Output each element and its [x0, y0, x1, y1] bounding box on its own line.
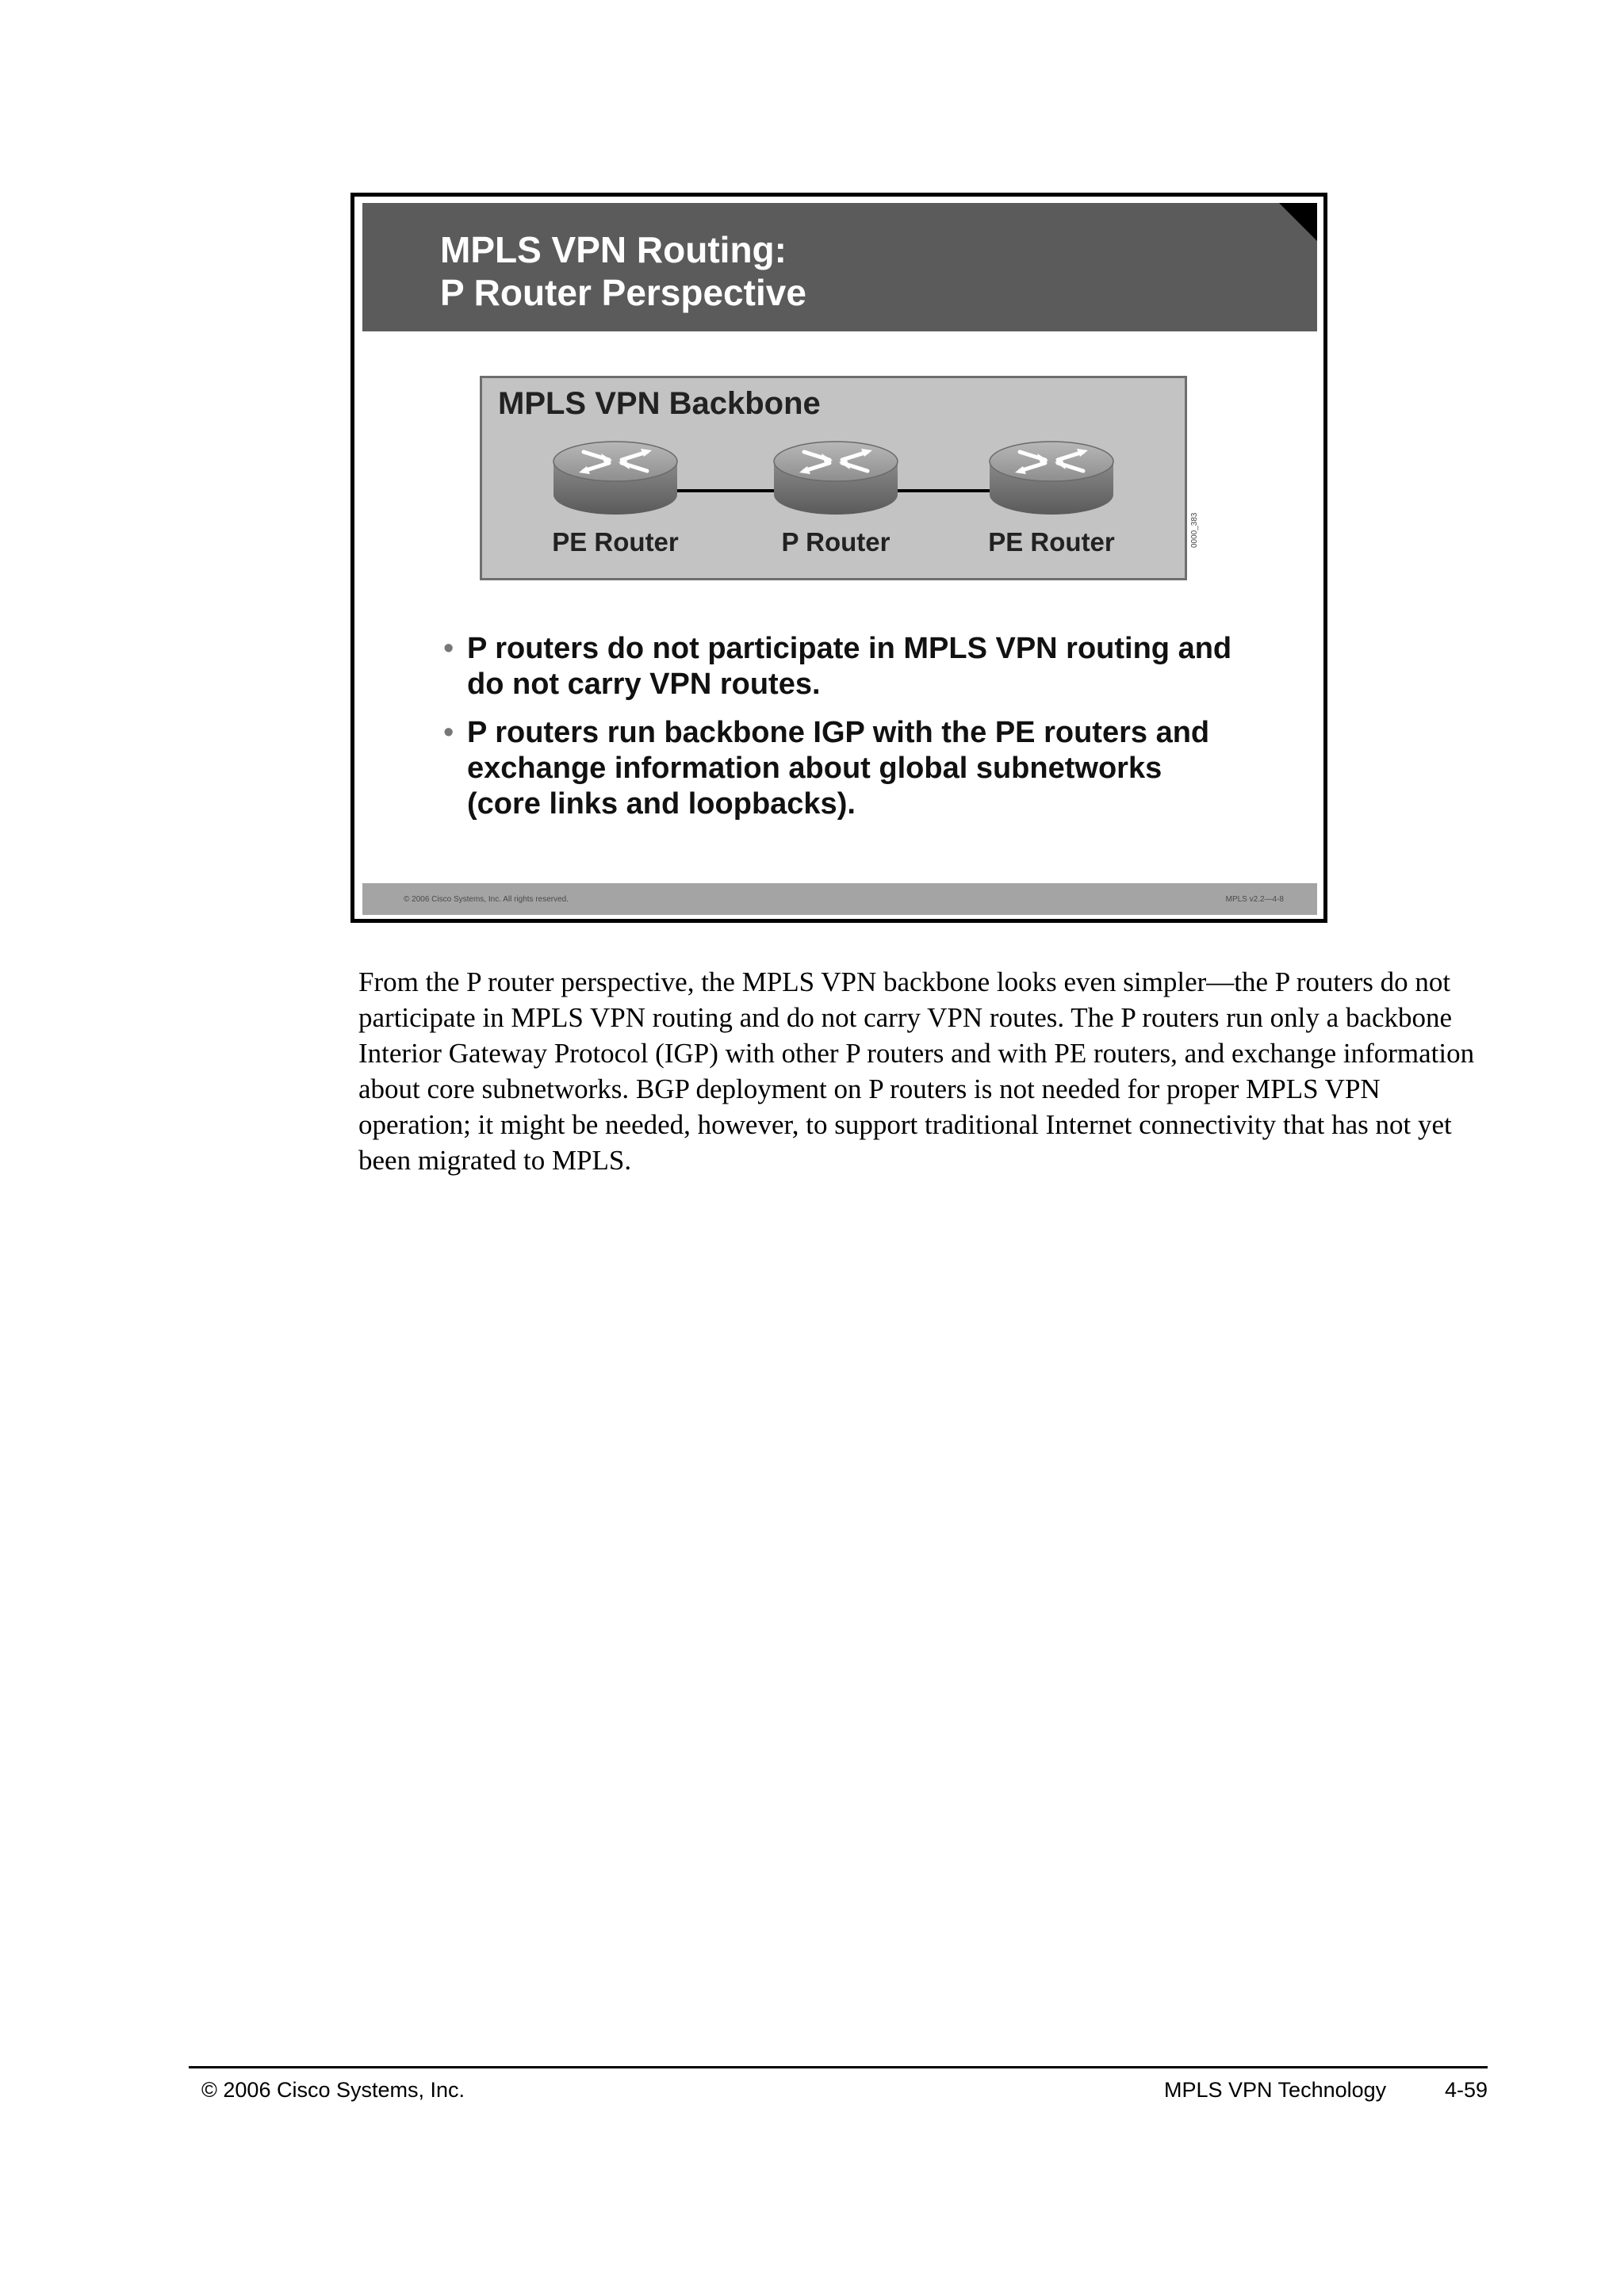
slide-title	[440, 228, 806, 314]
slide-corner-triangle	[1279, 203, 1317, 241]
page-footer-copyright: © 2006 Cisco Systems, Inc.	[201, 2078, 465, 2102]
page-footer-rule	[189, 2066, 1488, 2068]
bullet-text: P routers do not participate in MPLS VPN routing and do not carry VPN routes.	[467, 632, 1232, 701]
slide-title-line-1: MPLS VPN Routing:	[440, 229, 787, 270]
slide-footer-copyright: © 2006 Cisco Systems, Inc. All rights reserved.	[404, 895, 569, 904]
router-icon	[990, 442, 1113, 515]
diagram-title: MPLS VPN Backbone	[498, 386, 821, 421]
bullet-text: P routers run backbone IGP with the PE routers and exchange information about global subnetworks (core links and loopbacks).	[467, 716, 1210, 821]
figure-id: 0000_383	[1190, 512, 1199, 548]
router-icon	[774, 442, 898, 515]
page-footer-course: MPLS VPN Technology	[1164, 2078, 1387, 2102]
slide	[350, 193, 1327, 923]
router-label-pe-2: PE Router	[988, 527, 1115, 557]
router-label-p: P Router	[781, 527, 891, 557]
page-number: 4-59	[1445, 2078, 1488, 2102]
slide-footer	[362, 883, 1317, 915]
body-paragraph: From the P router perspective, the MPLS VPN backbone looks even simpler—the P routers do not participate in MPLS VPN routing and do not carry VPN routes. The P routers run only a backbone Interior Gateway Protocol (IGP) with other P routers and with PE routers, and exchange information about core subnetworks. BGP deployment on P routers is not needed for proper MPLS VPN operation; it might be needed, however, to support traditional Internet connectivity that has not yet been migrated to MPLS.	[358, 966, 1475, 1176]
slide-footer-course-code: MPLS v2.2—4-8	[1225, 895, 1284, 904]
bullet-item	[443, 715, 1236, 822]
bullet-dot-icon: •	[443, 716, 454, 749]
slide-title-line-2: P Router Perspective	[440, 272, 806, 313]
router-label-pe-1: PE Router	[552, 527, 679, 557]
slide-header	[362, 203, 1317, 331]
backbone-diagram	[480, 376, 1187, 580]
bullet-dot-icon: •	[443, 632, 454, 665]
bullet-item	[443, 631, 1236, 702]
router-icon	[553, 442, 677, 515]
bullet-list	[443, 631, 1236, 835]
